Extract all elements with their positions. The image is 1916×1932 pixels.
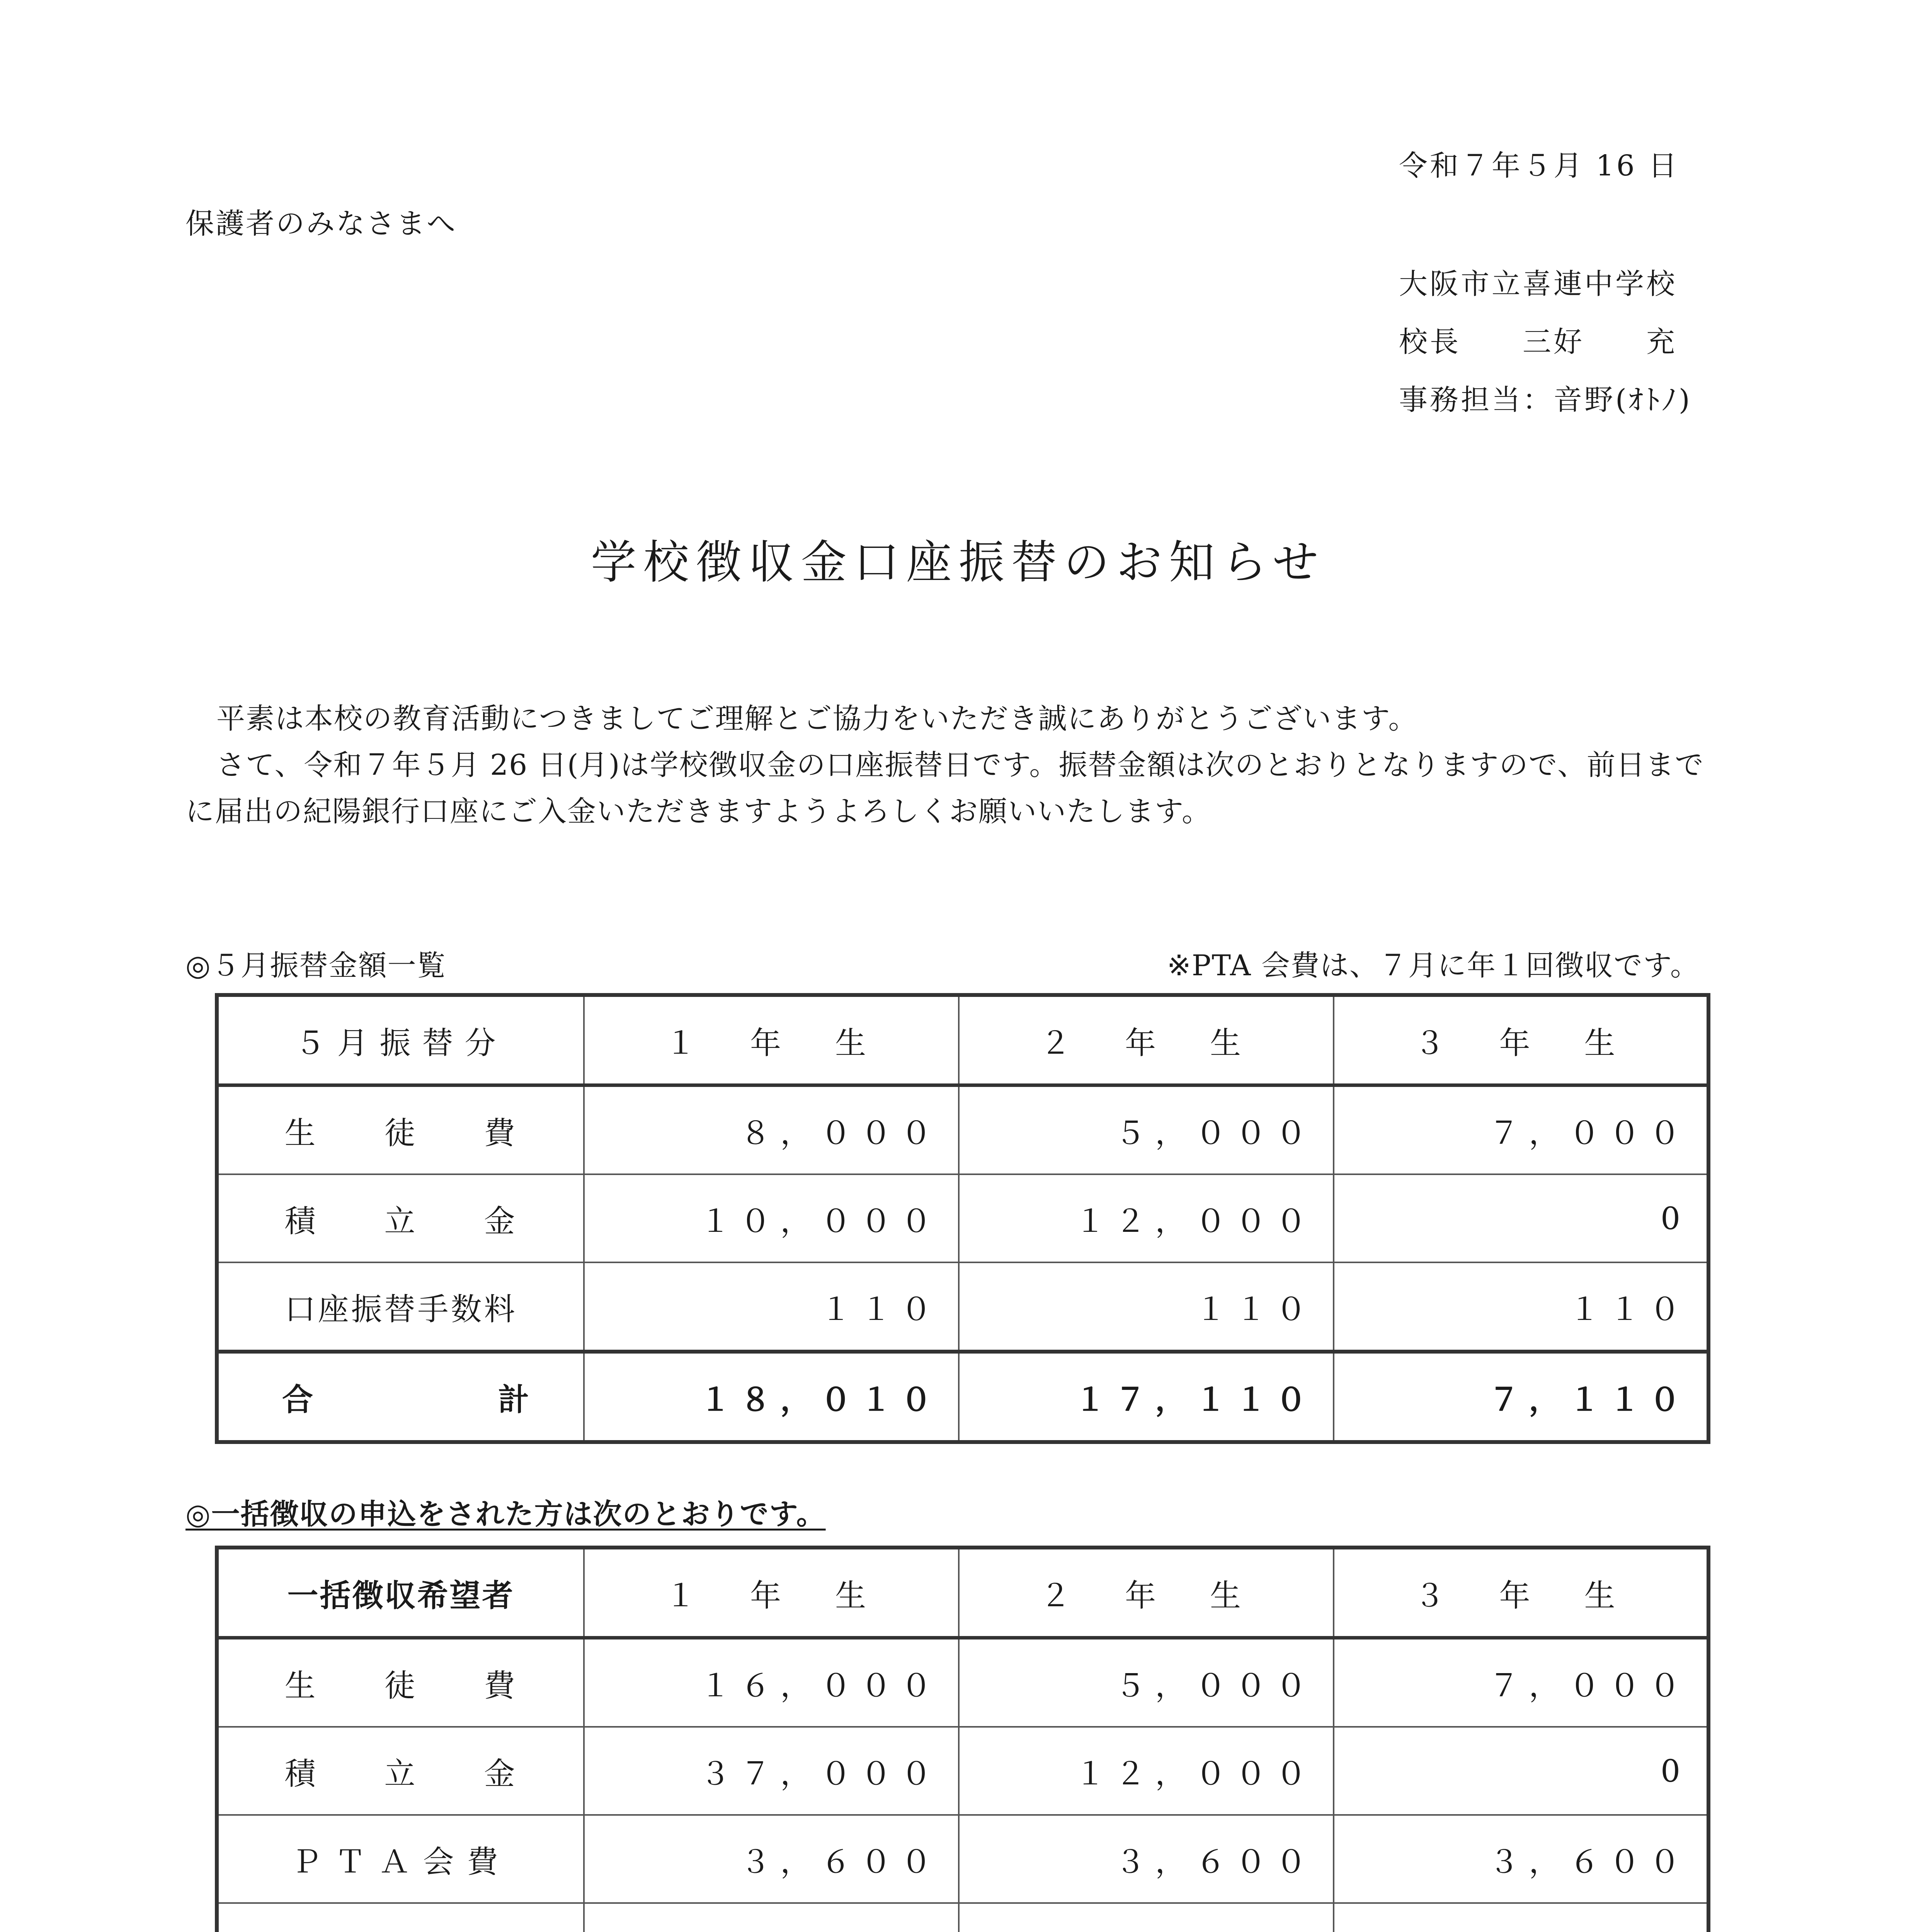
row-label (217, 1903, 584, 1932)
body-paragraph-2: さて、令和７年５月 26 日(月)は学校徴収金の口座振替日です。振替金額は次のとおりとなりますので、前日までに届出の紀陽銀行口座にご入金いただきますようよろしくお願いいたします。 (185, 748, 1705, 828)
amount-cell: 0 (1334, 1174, 1708, 1262)
row-label: 積 立 金 (217, 1174, 584, 1262)
amount-cell: １２，０００ (959, 1727, 1334, 1815)
table-row (217, 1727, 1708, 1815)
row-label: 生 徒 費 (217, 1085, 584, 1175)
sender-block (1399, 255, 1692, 429)
amount-cell: １０，０００ (584, 1174, 959, 1262)
school-name: 大阪市立喜連中学校 (1399, 267, 1677, 301)
amount-cell (1334, 1903, 1708, 1932)
amount-cell: １２，０００ (959, 1174, 1334, 1262)
amount-cell: ３，６００ (584, 1815, 959, 1903)
addressee: 保護者のみなさまへ (185, 207, 457, 240)
may-transfer-table (215, 993, 1710, 1444)
row-label: ＰＴＡ会費 (217, 1815, 584, 1903)
amount-cell (584, 1903, 959, 1932)
principal-name: 校長 三好 充 (1399, 325, 1677, 359)
lump-sum-table (215, 1546, 1710, 1932)
amount-cell: ８，０００ (584, 1085, 959, 1175)
total-label-b: 計 (498, 1381, 531, 1418)
body-text (185, 696, 1731, 835)
total-cell: １８，０１０ (584, 1352, 959, 1442)
document-date: 令和７年５月 16 日 (1399, 149, 1679, 182)
body-paragraph-1: 平素は本校の教育活動につきましてご理解とご協力をいただき誠にありがとうございます。 (216, 702, 1418, 735)
column-header: 一括徴収希望者 (217, 1548, 584, 1638)
office-contact: 事務担当：音野(ｵﾄﾉ) (1399, 383, 1692, 417)
column-header: １ 年 生 (584, 1548, 959, 1638)
amount-cell: １１０ (1334, 1262, 1708, 1352)
table-row (217, 1262, 1708, 1352)
row-label: 生 徒 費 (217, 1638, 584, 1727)
table-row (217, 1085, 1708, 1175)
amount-cell: ５，０００ (959, 1638, 1334, 1727)
row-label: 積 立 金 (217, 1727, 584, 1815)
table-row (217, 1638, 1708, 1727)
amount-cell: ７，０００ (1334, 1638, 1708, 1727)
page-title: 学校徴収金口座振替のお知らせ (590, 536, 1326, 589)
total-cell: ７，１１０ (1334, 1352, 1708, 1442)
row-label: 口座振替手数料 (217, 1262, 584, 1352)
amount-cell: 0 (1334, 1727, 1708, 1815)
amount-cell: ３，６００ (959, 1815, 1334, 1903)
column-header: １ 年 生 (584, 995, 959, 1085)
total-label (217, 1352, 584, 1442)
amount-cell (959, 1903, 1334, 1932)
amount-cell: ３７，０００ (584, 1727, 959, 1815)
column-header: ３ 年 生 (1334, 1548, 1708, 1638)
table-row (217, 1174, 1708, 1262)
total-cell: １７，１１０ (959, 1352, 1334, 1442)
table-header-row (217, 1548, 1708, 1638)
section2-heading: ◎一括徴収の申込をされた方は次のとおりです。 (185, 1498, 826, 1531)
amount-cell: ３，６００ (1334, 1815, 1708, 1903)
total-label-a: 合 (282, 1381, 315, 1418)
amount-cell: ５，０００ (959, 1085, 1334, 1175)
section1-heading: ◎５月振替金額一覧 (185, 949, 446, 982)
total-row (217, 1352, 1708, 1442)
amount-cell: １１０ (584, 1262, 959, 1352)
table-row (217, 1815, 1708, 1903)
column-header: ５月振替分 (217, 995, 584, 1085)
section1-note: ※PTA 会費は、７月に年１回徴収です。 (1167, 949, 1700, 982)
column-header: ３ 年 生 (1334, 995, 1708, 1085)
table-row (217, 1903, 1708, 1932)
table-header-row (217, 995, 1708, 1085)
column-header: ２ 年 生 (959, 995, 1334, 1085)
amount-cell: １１０ (959, 1262, 1334, 1352)
amount-cell: １６，０００ (584, 1638, 959, 1727)
column-header: ２ 年 生 (959, 1548, 1334, 1638)
amount-cell: ７，０００ (1334, 1085, 1708, 1175)
